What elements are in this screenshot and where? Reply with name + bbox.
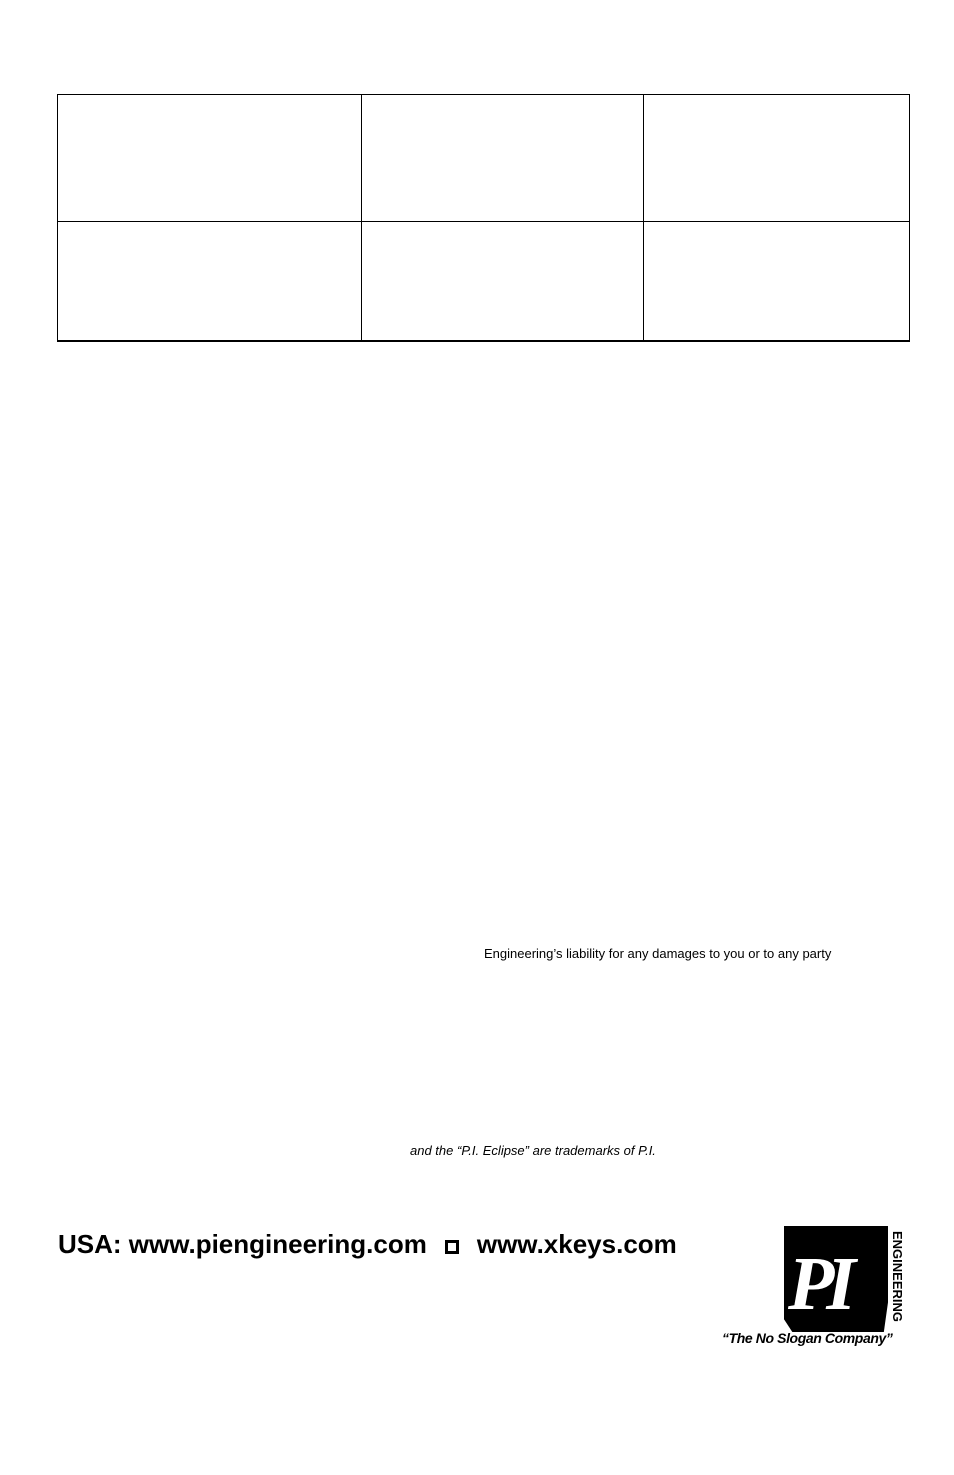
table-cell [362,95,644,222]
url-piengineering[interactable]: USA: www.piengineering.com [58,1229,427,1259]
blank-table [57,94,910,342]
table-cell [362,222,644,342]
table-cell [58,95,362,222]
table-cell [644,222,910,342]
trademark-text: and the “P.I. Eclipse” are trademarks of P.I. [410,1143,656,1158]
footer-urls [58,1229,677,1260]
table-row [58,222,910,342]
logo-side-text: ENGINEERING [890,1231,905,1323]
logo-slogan: “The No Slogan Company” [722,1330,893,1346]
url-xkeys[interactable]: www.xkeys.com [476,1229,677,1259]
table-cell [644,95,910,222]
logo-letters: PI [788,1242,848,1326]
table-cell [58,222,362,342]
square-bullet-icon [445,1240,459,1254]
pi-engineering-logo [722,1224,904,1352]
table-row [58,95,910,222]
liability-text: Engineering’s liability for any damages to you or to any party [484,946,832,961]
